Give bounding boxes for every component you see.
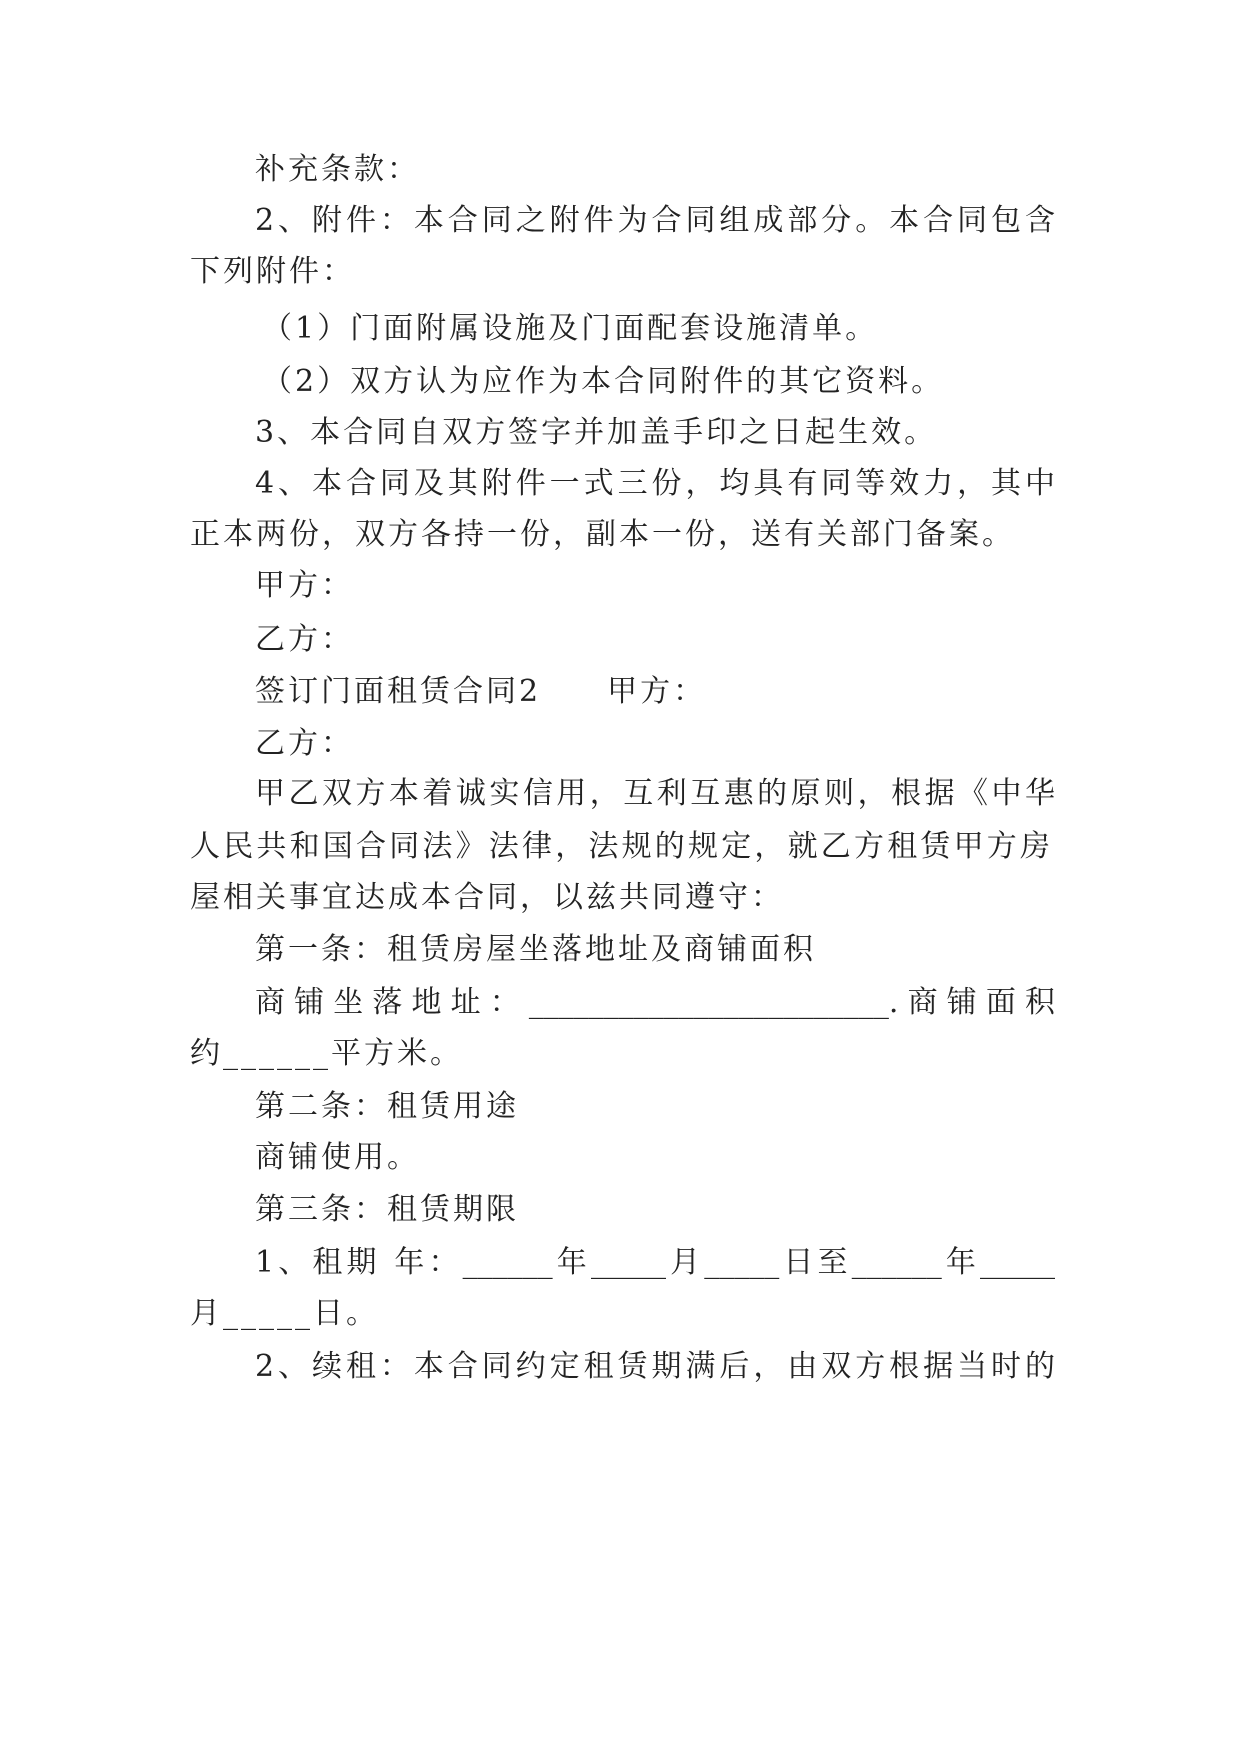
contract-2-party-a: 甲方： (607, 674, 707, 709)
preamble-line2: 人民共和国合同法》法律，法规的规定，就乙方租赁甲方房 (190, 829, 1050, 864)
article-1-area-line: 约______平方米。 (190, 1036, 463, 1071)
contract-2-heading (255, 672, 1055, 712)
contract-2-party-b: 乙方： (255, 726, 354, 761)
party-b-signature: 乙方： (255, 622, 354, 657)
contract-2-title: 签订门面租赁合同2 (255, 674, 542, 709)
article-3-renewal-line1: 2、续租：本合同约定租赁期满后，由双方根据当时的 (255, 1349, 1055, 1384)
article-1-address-line: 商铺坐落地址：________________________.商铺面积 (255, 985, 1055, 1020)
clause-3-effective: 3、本合同自双方签字并加盖手印之日起生效。 (255, 415, 938, 450)
article-3-term-line1: 1、租期 年：______年_____月_____日至______年_____ (255, 1245, 1055, 1280)
supplementary-terms-heading: 补充条款： (255, 152, 420, 187)
article-1-heading: 第一条：租赁房屋坐落地址及商铺面积 (255, 932, 816, 967)
preamble-line1: 甲乙双方本着诚实信用，互利互惠的原则，根据《中华 (255, 776, 1055, 811)
article-3-heading: 第三条：租赁期限 (255, 1192, 519, 1227)
article-2-content: 商铺使用。 (255, 1140, 420, 1175)
clause-2-attachments-line2: 下列附件： (190, 254, 355, 289)
article-2-heading: 第二条：租赁用途 (255, 1089, 519, 1124)
article-3-term-line2: 月_____日。 (190, 1296, 379, 1331)
clause-4-copies-line1: 4、本合同及其附件一式三份，均具有同等效力，其中 (255, 466, 1055, 501)
preamble-line3: 屋相关事宜达成本合同，以兹共同遵守： (190, 880, 784, 915)
clause-2-attachments-line1: 2、附件：本合同之附件为合同组成部分。本合同包含 (255, 203, 1055, 238)
attachment-item-2: （2）双方认为应作为本合同附件的其它资料。 (262, 364, 945, 399)
party-a-signature: 甲方： (255, 568, 354, 603)
attachment-item-1: （1）门面附属设施及门面配套设施清单。 (262, 311, 879, 346)
clause-4-copies-line2: 正本两份，双方各持一份，副本一份，送有关部门备案。 (190, 517, 1015, 552)
